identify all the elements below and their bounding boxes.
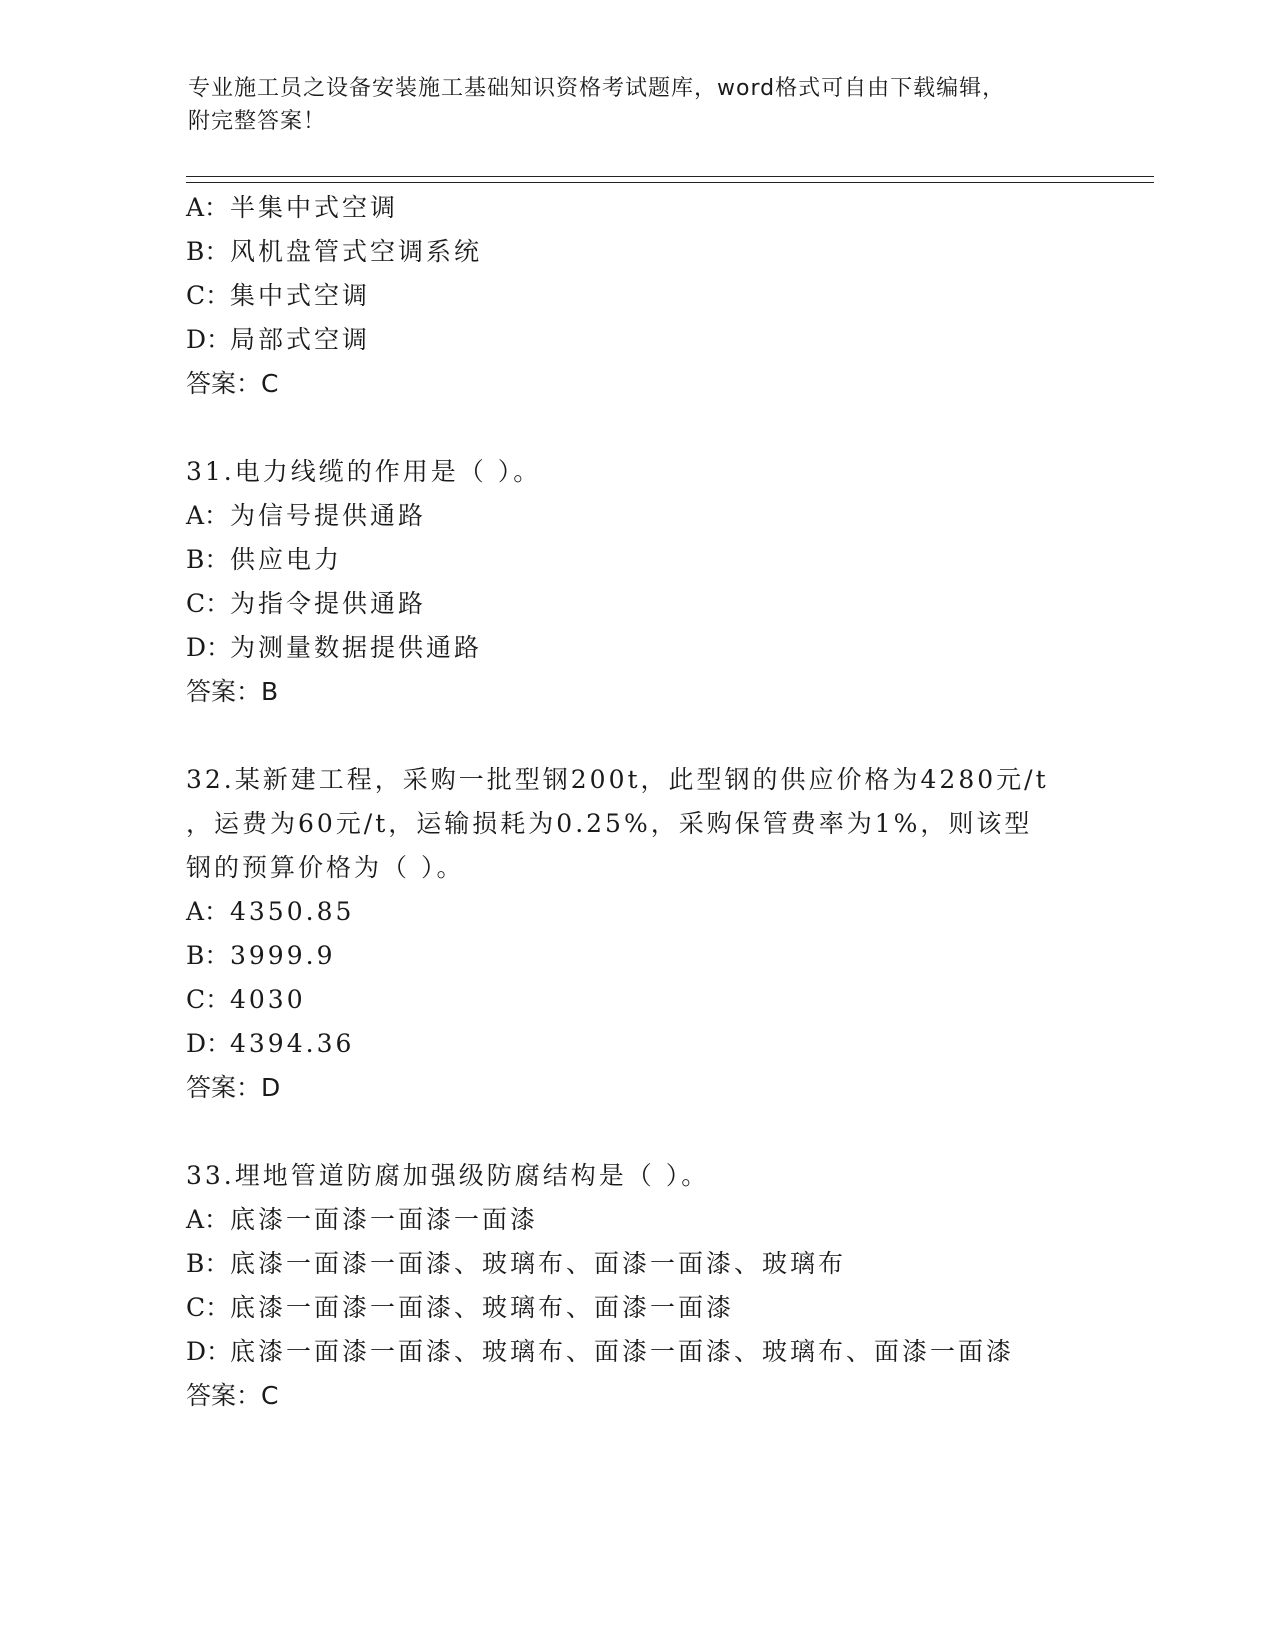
option-a [186, 192, 398, 224]
option-label: B： [186, 941, 230, 970]
option-text: 4394.36 [230, 1029, 355, 1058]
option-text: 底漆一面漆一面漆、玻璃布、面漆一面漆 [230, 1293, 735, 1322]
option-label: B： [186, 237, 230, 266]
option-label: C： [186, 589, 231, 618]
option-c [186, 1292, 734, 1324]
option-b [186, 1248, 846, 1280]
option-c [186, 280, 370, 312]
header-line-1: 专业施工员之设备安装施工基础知识资格考试题库，word格式可自由下载编辑， [188, 76, 1006, 101]
answer-line: 答案：C [186, 369, 279, 398]
header-line-2: 附完整答案！ [188, 109, 327, 134]
question-32-line-2: ，运费为60元/t，运输损耗为0.25%，采购保管费率为1%，则该型 [186, 809, 1033, 838]
option-label: C： [186, 1293, 231, 1322]
option-d [186, 324, 370, 356]
option-label: D： [186, 325, 232, 354]
option-label: D： [186, 633, 232, 662]
option-c [186, 588, 426, 620]
option-text: 供应电力 [230, 545, 343, 574]
option-label: D： [186, 1029, 232, 1058]
option-label: C： [186, 281, 231, 310]
option-text: 为信号提供通路 [230, 501, 427, 530]
option-label: D： [186, 1337, 232, 1366]
option-text: 为指令提供通路 [230, 589, 427, 618]
option-b [186, 236, 482, 268]
option-d [186, 632, 482, 664]
option-d [186, 1336, 1014, 1368]
option-label: A： [186, 897, 230, 926]
answer-line: 答案：B [186, 677, 279, 706]
option-text: 风机盘管式空调系统 [230, 237, 483, 266]
option-label: B： [186, 545, 230, 574]
option-text: 底漆一面漆一面漆、玻璃布、面漆一面漆、玻璃布、面漆一面漆 [230, 1337, 1015, 1366]
header-divider-bottom [186, 182, 1154, 183]
option-a [186, 500, 426, 532]
option-c [186, 984, 306, 1016]
option-label: C： [186, 985, 231, 1014]
header-divider-top [186, 176, 1154, 177]
option-b [186, 940, 335, 972]
option-label: A： [186, 193, 230, 222]
option-label: A： [186, 1205, 230, 1234]
option-a [186, 1204, 538, 1236]
question-33: 33.埋地管道防腐加强级防腐结构是（ ）。 [186, 1161, 710, 1190]
option-label: A： [186, 501, 230, 530]
question-32-line-3: 钢的预算价格为（ ）。 [186, 853, 465, 882]
option-label: B： [186, 1249, 230, 1278]
option-text: 集中式空调 [230, 281, 371, 310]
option-text: 底漆一面漆一面漆一面漆 [230, 1205, 539, 1234]
option-text: 4030 [230, 985, 306, 1014]
option-text: 为测量数据提供通路 [230, 633, 483, 662]
option-text: 3999.9 [230, 941, 336, 970]
document-header [188, 72, 1068, 138]
option-a [186, 896, 354, 928]
answer-line: 答案：D [186, 1073, 281, 1102]
option-b [186, 544, 342, 576]
option-text: 半集中式空调 [230, 193, 399, 222]
option-text: 4350.85 [230, 897, 355, 926]
question-31: 31.电力线缆的作用是（ ）。 [186, 457, 542, 486]
option-text: 底漆一面漆一面漆、玻璃布、面漆一面漆、玻璃布 [230, 1249, 847, 1278]
option-text: 局部式空调 [230, 325, 371, 354]
answer-line: 答案：C [186, 1381, 279, 1410]
question-32-line-1: 32.某新建工程，采购一批型钢200t，此型钢的供应价格为4280元/t [186, 765, 1049, 794]
option-d [186, 1028, 354, 1060]
